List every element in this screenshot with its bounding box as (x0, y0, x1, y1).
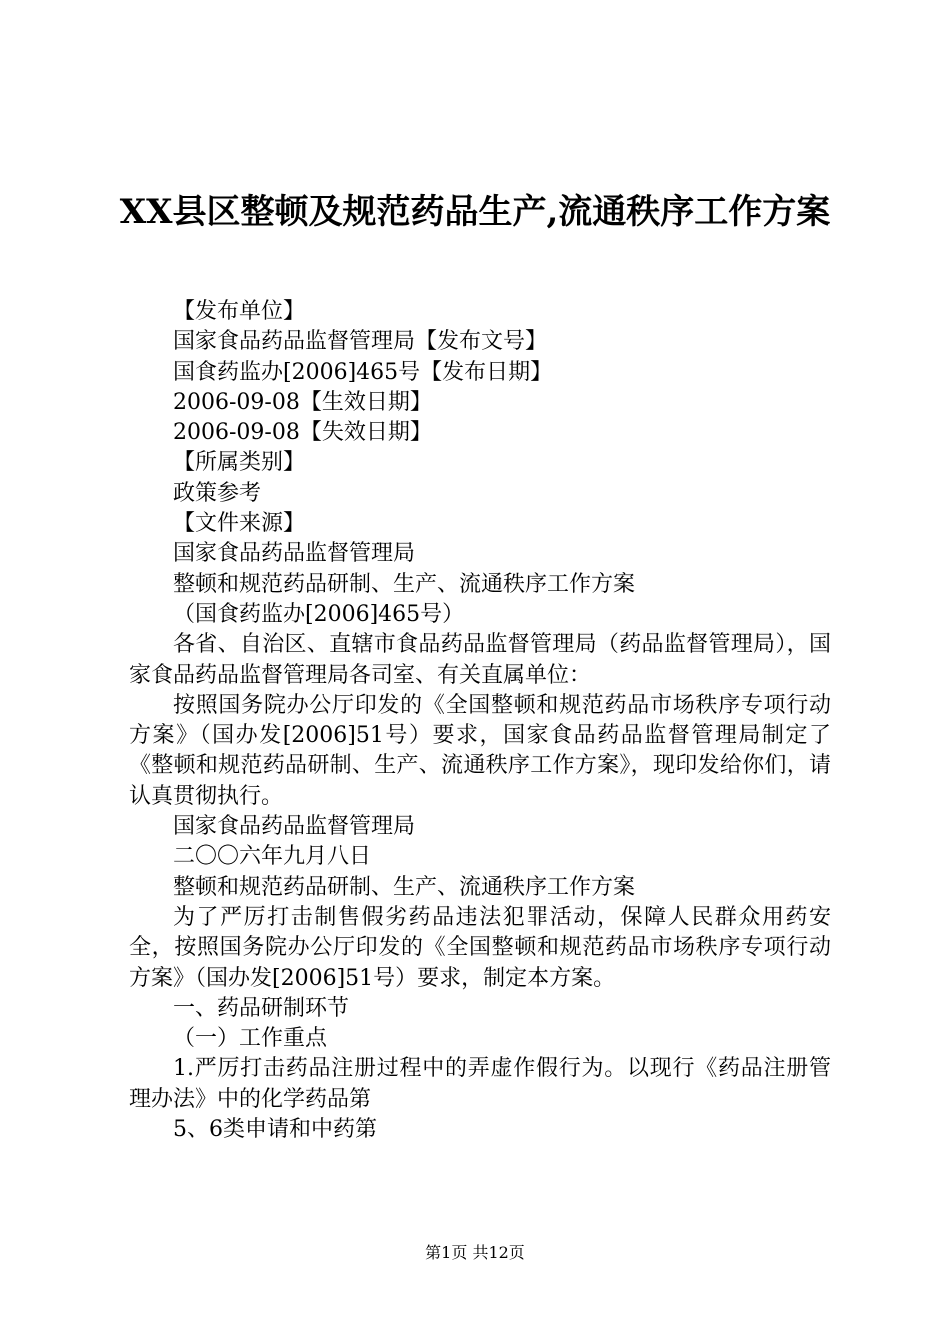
paragraph: 二〇〇六年九月八日 (173, 844, 372, 870)
paragraph: 【文件来源】 (173, 511, 306, 537)
paragraph: （一）工作重点 (173, 1026, 328, 1052)
page-footer: 第1页 共12页 (425, 1243, 525, 1262)
paragraph: 国家食品药品监督管理局 (173, 814, 416, 840)
paragraph: 国家食品药品监督管理局【发布文号】 (173, 329, 548, 355)
paragraph: 政策参考 (173, 480, 262, 506)
document-title: XX县区整顿及规范药品生产,流通秩序工作方案 (119, 192, 831, 232)
paragraph: 整顿和规范药品研制、生产、流通秩序工作方案 (173, 874, 636, 900)
paragraph: 各省、自治区、直辖市食品药品监督管理局（药品监督管理局），国家食品药品监督管理局各司室、有关直属单位： (129, 632, 831, 688)
paragraph: （国食药监办[2006]465号） (173, 601, 465, 627)
paragraph: 国家食品药品监督管理局 (173, 541, 416, 567)
paragraph: 按照国务院办公厅印发的《全国整顿和规范药品市场秩序专项行动方案》（国办发[2006]51号）要求，国家食品药品监督管理局制定了《整顿和规范药品研制、生产、流通秩序工作方案》，现印发给你们，请认真贯彻执行。 (129, 692, 831, 809)
paragraph: 2006-09-08【失效日期】 (173, 420, 432, 446)
paragraph: 一、药品研制环节 (173, 995, 350, 1021)
paragraph: 为了严厉打击制售假劣药品违法犯罪活动，保障人民群众用药安全，按照国务院办公厅印发的《全国整顿和规范药品市场秩序专项行动方案》（国办发[2006]51号）要求，制定本方案。 (129, 904, 831, 991)
paragraph: 5、6类申请和中药第 (173, 1117, 377, 1143)
paragraph: 1.严厉打击药品注册过程中的弄虚作假行为。以现行《药品注册管理办法》中的化学药品第 (129, 1056, 831, 1112)
paragraph: 【发布单位】 (173, 299, 306, 324)
paragraph: 国食药监办[2006]465号【发布日期】 (173, 359, 553, 385)
document-body (129, 297, 831, 1145)
paragraph: 2006-09-08【生效日期】 (173, 389, 432, 415)
paragraph: 【所属类别】 (173, 450, 306, 476)
paragraph: 整顿和规范药品研制、生产、流通秩序工作方案 (173, 571, 636, 597)
